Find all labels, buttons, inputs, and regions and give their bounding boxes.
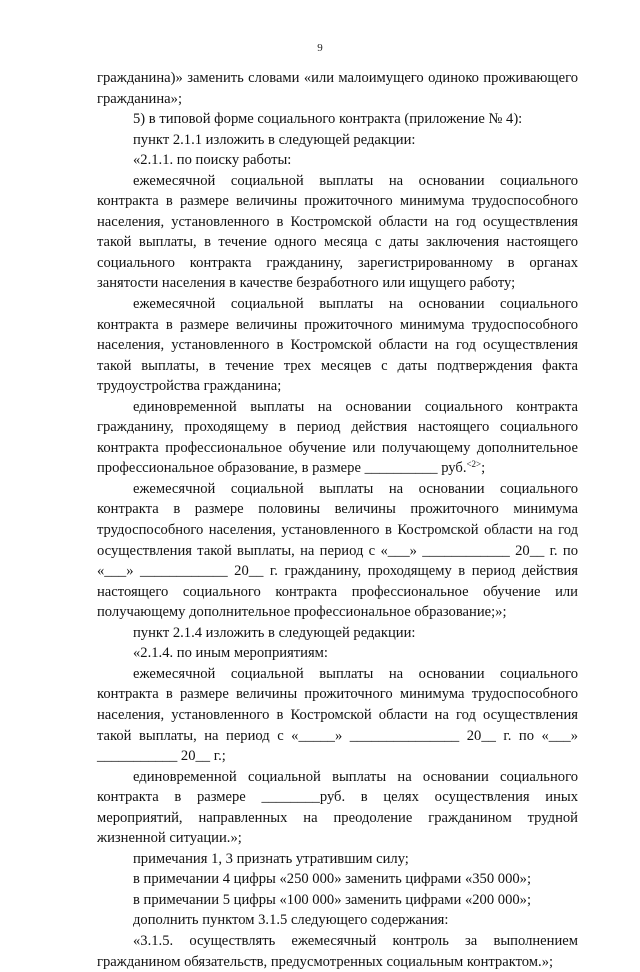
paragraph	[97, 397, 578, 479]
paragraph	[97, 294, 578, 397]
paragraph	[97, 109, 578, 130]
paragraph-text: «2.1.4. по иным мероприятиям:	[133, 645, 328, 662]
paragraph-tail: ;	[481, 460, 486, 477]
paragraph	[97, 931, 578, 972]
document-body	[97, 68, 578, 972]
paragraph-text: в примечании 4 цифры «250 000» заменить цифрами «350 000»;	[133, 871, 532, 888]
paragraph-text: единовременной социальной выплаты на основании социального контракта в размере ________руб. в целях осуществления иных мероприятий, направленных на преодоление гражданином трудной жизненной ситуации.»;	[97, 768, 578, 847]
paragraph	[97, 150, 578, 171]
paragraph-text: пункт 2.1.1 изложить в следующей редакции:	[133, 131, 416, 148]
paragraph	[97, 130, 578, 151]
paragraph-text: «2.1.1. по поиску работы:	[133, 152, 292, 169]
paragraph-text: 5) в типовой форме социального контракта (приложение № 4):	[133, 111, 523, 128]
paragraph	[97, 890, 578, 911]
paragraph	[97, 68, 578, 109]
paragraph	[97, 767, 578, 849]
paragraph	[97, 171, 578, 294]
paragraph-text: в примечании 5 цифры «100 000» заменить цифрами «200 000»;	[133, 891, 532, 908]
paragraph	[97, 849, 578, 870]
paragraph	[97, 479, 578, 623]
paragraph-text: «3.1.5. осуществлять ежемесячный контроль за выполнением гражданином обязательств, предусмотренных социальным контрактом.»;	[97, 932, 578, 970]
paragraph-text: дополнить пунктом 3.1.5 следующего содержания:	[133, 912, 449, 929]
paragraph-text: примечания 1, 3 признать утратившим силу;	[133, 850, 409, 867]
footnote-marker: <2>	[466, 459, 482, 470]
paragraph-text: ежемесячной социальной выплаты на основании социального контракта в размере половины величины прожиточного минимума трудоспособного населения, установленного в Костромской области на год осуществления такой выплаты, на период с «___» ____________ 20__ г. по «___» ____________ 20__ г. гражданину, проходящему в период действия настоящего социального контракта профессиональное обучение или получающему дополнительное профессиональное образование;»;	[97, 480, 578, 621]
paragraph-text: гражданина)» заменить словами «или малоимущего одиноко проживающего гражданина»;	[97, 70, 578, 107]
paragraph	[97, 623, 578, 644]
paragraph	[97, 910, 578, 931]
paragraph-text: ежемесячной социальной выплаты на основании социального контракта в размере величины прожиточного минимума трудоспособного населения, установленного в Костромской области на год осуществления такой выплаты, в течение трех месяцев с даты подтверждения факта трудоустройства гражданина;	[97, 296, 578, 395]
paragraph	[97, 664, 578, 767]
paragraph-text: ежемесячной социальной выплаты на основании социального контракта в размере величины прожиточного минимума трудоспособного населения, установленного в Костромской области на год осуществления такой выплаты, в течение одного месяца с даты заключения настоящего социального контракта гражданину, зарегистрированному в органах занятости населения в качестве безработного или ищущего работу;	[97, 172, 578, 292]
paragraph-text: единовременной выплаты на основании социального контракта гражданину, проходящему в период действия настоящего социального контракта профессиональное обучение или получающему дополнительное профессиональное образование, в размере __________ руб.	[97, 398, 578, 477]
paragraph	[97, 869, 578, 890]
paragraph-text: пункт 2.1.4 изложить в следующей редакции:	[133, 624, 416, 641]
paragraph	[97, 643, 578, 664]
page-number: 9	[317, 42, 323, 54]
paragraph-text: ежемесячной социальной выплаты на основании социального контракта в размере величины прожиточного минимума трудоспособного населения, установленного в Костромской области на год осуществления такой выплаты, на период с «_____» _______________ 20__ г. по «___» ___________ 20__ г.;	[97, 665, 578, 765]
